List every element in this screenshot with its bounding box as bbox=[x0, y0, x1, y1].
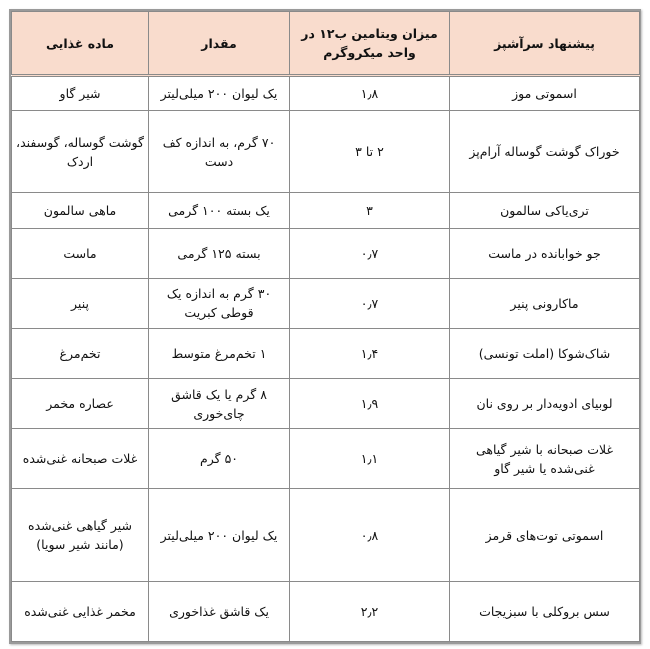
cell-food-item: شیر گاو bbox=[12, 76, 149, 111]
cell-chef-suggestion: تری‌یاکی سالمون bbox=[450, 193, 640, 228]
cell-chef-suggestion: لوبیای ادویه‌دار بر روی نان bbox=[450, 379, 640, 429]
cell-food-item: غلات صبحانه غنی‌شده bbox=[12, 429, 149, 489]
cell-b12-amount: ۰٫۷ bbox=[290, 228, 450, 278]
header-b12-amount: میزان ویتامین ب۱۲ در واحد میکروگرم bbox=[290, 12, 450, 76]
table-row bbox=[12, 111, 640, 193]
cell-quantity: بسته ۱۲۵ گرمی bbox=[149, 228, 290, 278]
header-food-item: ماده غذایی bbox=[12, 12, 149, 76]
cell-quantity: ۷۰ گرم، به اندازه کف دست bbox=[149, 111, 290, 193]
table-row bbox=[12, 193, 640, 228]
cell-quantity: یک بسته ۱۰۰ گرمی bbox=[149, 193, 290, 228]
cell-quantity: ۵۰ گرم bbox=[149, 429, 290, 489]
cell-b12-amount: ۲٫۲ bbox=[290, 581, 450, 641]
header-quantity: مقدار bbox=[149, 12, 290, 76]
cell-b12-amount: ۲ تا ۳ bbox=[290, 111, 450, 193]
cell-food-item: عصاره مخمر bbox=[12, 379, 149, 429]
table-row bbox=[12, 581, 640, 641]
cell-quantity: یک قاشق غذاخوری bbox=[149, 581, 290, 641]
header-row bbox=[12, 12, 640, 76]
cell-quantity: ۱ تخم‌مرغ متوسط bbox=[149, 328, 290, 378]
cell-b12-amount: ۳ bbox=[290, 193, 450, 228]
table-row bbox=[12, 228, 640, 278]
header-chef-suggestion: پیشنهاد سرآشپز bbox=[450, 12, 640, 76]
cell-food-item: مخمر غذایی غنی‌شده bbox=[12, 581, 149, 641]
table-row bbox=[12, 278, 640, 328]
cell-chef-suggestion: اسموتی موز bbox=[450, 76, 640, 111]
cell-food-item: ماهی سالمون bbox=[12, 193, 149, 228]
cell-quantity: ۳۰ گرم به اندازه یک قوطی کبریت bbox=[149, 278, 290, 328]
cell-b12-amount: ۱٫۹ bbox=[290, 379, 450, 429]
cell-chef-suggestion: اسموتی توت‌های قرمز bbox=[450, 489, 640, 581]
cell-chef-suggestion: غلات صبحانه با شیر گیاهی غنی‌شده یا شیر گاو bbox=[450, 429, 640, 489]
table-row bbox=[12, 76, 640, 111]
cell-food-item: شیر گیاهی غنی‌شده (مانند شیر سویا) bbox=[12, 489, 149, 581]
vitamin-b12-table bbox=[11, 11, 640, 642]
vitamin-b12-table-frame bbox=[9, 9, 641, 644]
table-row bbox=[12, 328, 640, 378]
cell-quantity: ۸ گرم یا یک قاشق چای‌خوری bbox=[149, 379, 290, 429]
cell-food-item: ماست bbox=[12, 228, 149, 278]
cell-food-item: گوشت گوساله، گوسفند، اردک bbox=[12, 111, 149, 193]
cell-chef-suggestion: شاک‌شوکا (املت تونسی) bbox=[450, 328, 640, 378]
table-row bbox=[12, 429, 640, 489]
table-row bbox=[12, 489, 640, 581]
cell-chef-suggestion: خوراک گوشت گوساله آرام‌پز bbox=[450, 111, 640, 193]
cell-b12-amount: ۰٫۸ bbox=[290, 489, 450, 581]
cell-chef-suggestion: ماکارونی پنیر bbox=[450, 278, 640, 328]
cell-b12-amount: ۰٫۷ bbox=[290, 278, 450, 328]
cell-food-item: تخم‌مرغ bbox=[12, 328, 149, 378]
cell-b12-amount: ۱٫۸ bbox=[290, 76, 450, 111]
cell-chef-suggestion: سس بروکلی با سبزیجات bbox=[450, 581, 640, 641]
cell-quantity: یک لیوان ۲۰۰ میلی‌لیتر bbox=[149, 76, 290, 111]
table-row bbox=[12, 379, 640, 429]
cell-b12-amount: ۱٫۱ bbox=[290, 429, 450, 489]
cell-food-item: پنیر bbox=[12, 278, 149, 328]
cell-quantity: یک لیوان ۲۰۰ میلی‌لیتر bbox=[149, 489, 290, 581]
cell-chef-suggestion: جو خوابانده در ماست bbox=[450, 228, 640, 278]
cell-b12-amount: ۱٫۴ bbox=[290, 328, 450, 378]
